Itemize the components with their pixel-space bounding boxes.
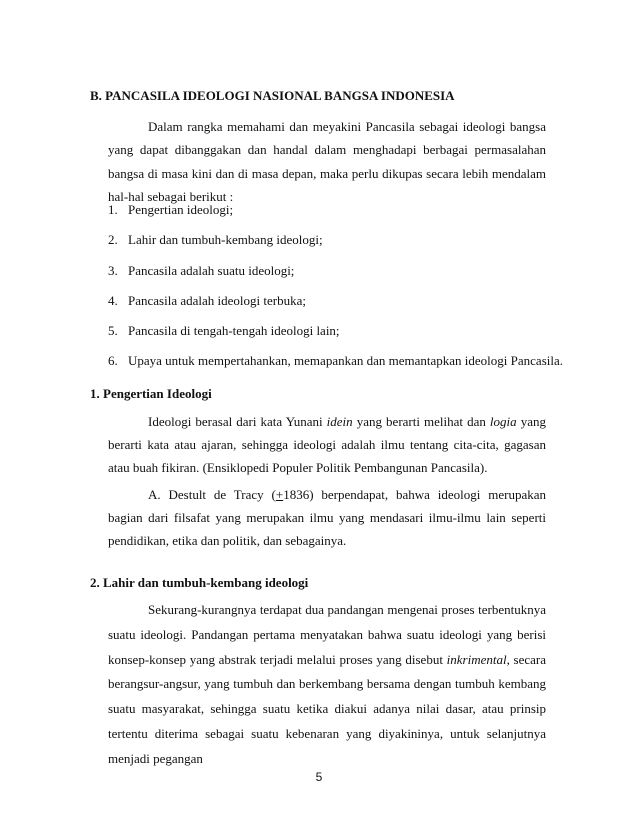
section-1-paragraph-2: A. Destult de Tracy (+1836) berpendapat, bahwa ideologi merupakan bagian dari filsafat yang merupakan ilmu yang mendasari ilmu-ilmu lain seperti pendidikan, etika dan politik, dan sebagainya. xyxy=(108,487,546,549)
list-item: 3. Pancasila adalah suatu ideologi; xyxy=(108,262,295,278)
page-number: 5 xyxy=(315,770,323,784)
section-b-intro: Dalam rangka memahami dan meyakini Pancasila sebagai ideologi bangsa yang dapat dibanggakan dan handal dalam menghadapi berbagai permasalahan bangsa di masa kini dan di masa depan, maka perlu dikupas secara lebih mendalam hal-hal sebagai berikut : xyxy=(108,119,546,204)
section-1-paragraph-1: Ideologi berasal dari kata Yunani idein yang berarti melihat dan logia yang berarti kata atau ajaran, sehingga ideologi adalah ilmu tentang cita-cita, gagasan atau buah fikiran. (Ensiklopedi Populer Politik Pembangunan Pancasila). xyxy=(108,414,546,476)
list-item-text: Lahir dan tumbuh-kembang ideologi; xyxy=(128,232,323,248)
list-item-text: Pancasila adalah suatu ideologi; xyxy=(128,262,295,278)
section-2-paragraph-1: Sekurang-kurangnya terdapat dua pandangan mengenai proses terbentuknya suatu ideologi. Pandangan pertama menyatakan bahwa suatu ideologi yang berisi konsep-konsep yang abstrak terjadi melalui proses yang disebut inkrimental, secara berangsur-angsur, yang tumbuh dan berkembang bersama dengan tumbuh kembang suatu masyarakat, sehingga suatu ketika diakui adanya nilai dasar, atau prinsip tertentu diterima sebagai suatu kebenaran yang diyakininya, untuk selanjutnya menjadi pegangan xyxy=(108,602,546,766)
list-item: 6. Upaya untuk mempertahankan, memapankan dan memantapkan ideologi Pancasila. xyxy=(108,353,563,369)
topic-list xyxy=(108,202,563,384)
section-1-heading: 1. Pengertian Ideologi xyxy=(90,386,212,401)
list-item-text: Upaya untuk mempertahankan, memapankan dan memantapkan ideologi Pancasila. xyxy=(128,353,563,369)
list-item: 1. Pengertian ideologi; xyxy=(108,202,234,217)
list-item: 4. Pancasila adalah ideologi terbuka; xyxy=(108,292,306,308)
list-item-text: Pancasila di tengah-tengah ideologi lain; xyxy=(128,323,340,339)
list-item-text: Pengertian ideologi; xyxy=(128,202,234,217)
section-2-heading: 2. Lahir dan tumbuh-kembang ideologi xyxy=(90,575,309,590)
section-b-heading: B. PANCASILA IDEOLOGI NASIONAL BANGSA INDONESIA xyxy=(90,88,455,103)
list-item: 2. Lahir dan tumbuh-kembang ideologi; xyxy=(108,232,323,248)
list-item-text: Pancasila adalah ideologi terbuka; xyxy=(128,292,306,308)
list-item: 5. Pancasila di tengah-tengah ideologi lain; xyxy=(108,323,340,339)
